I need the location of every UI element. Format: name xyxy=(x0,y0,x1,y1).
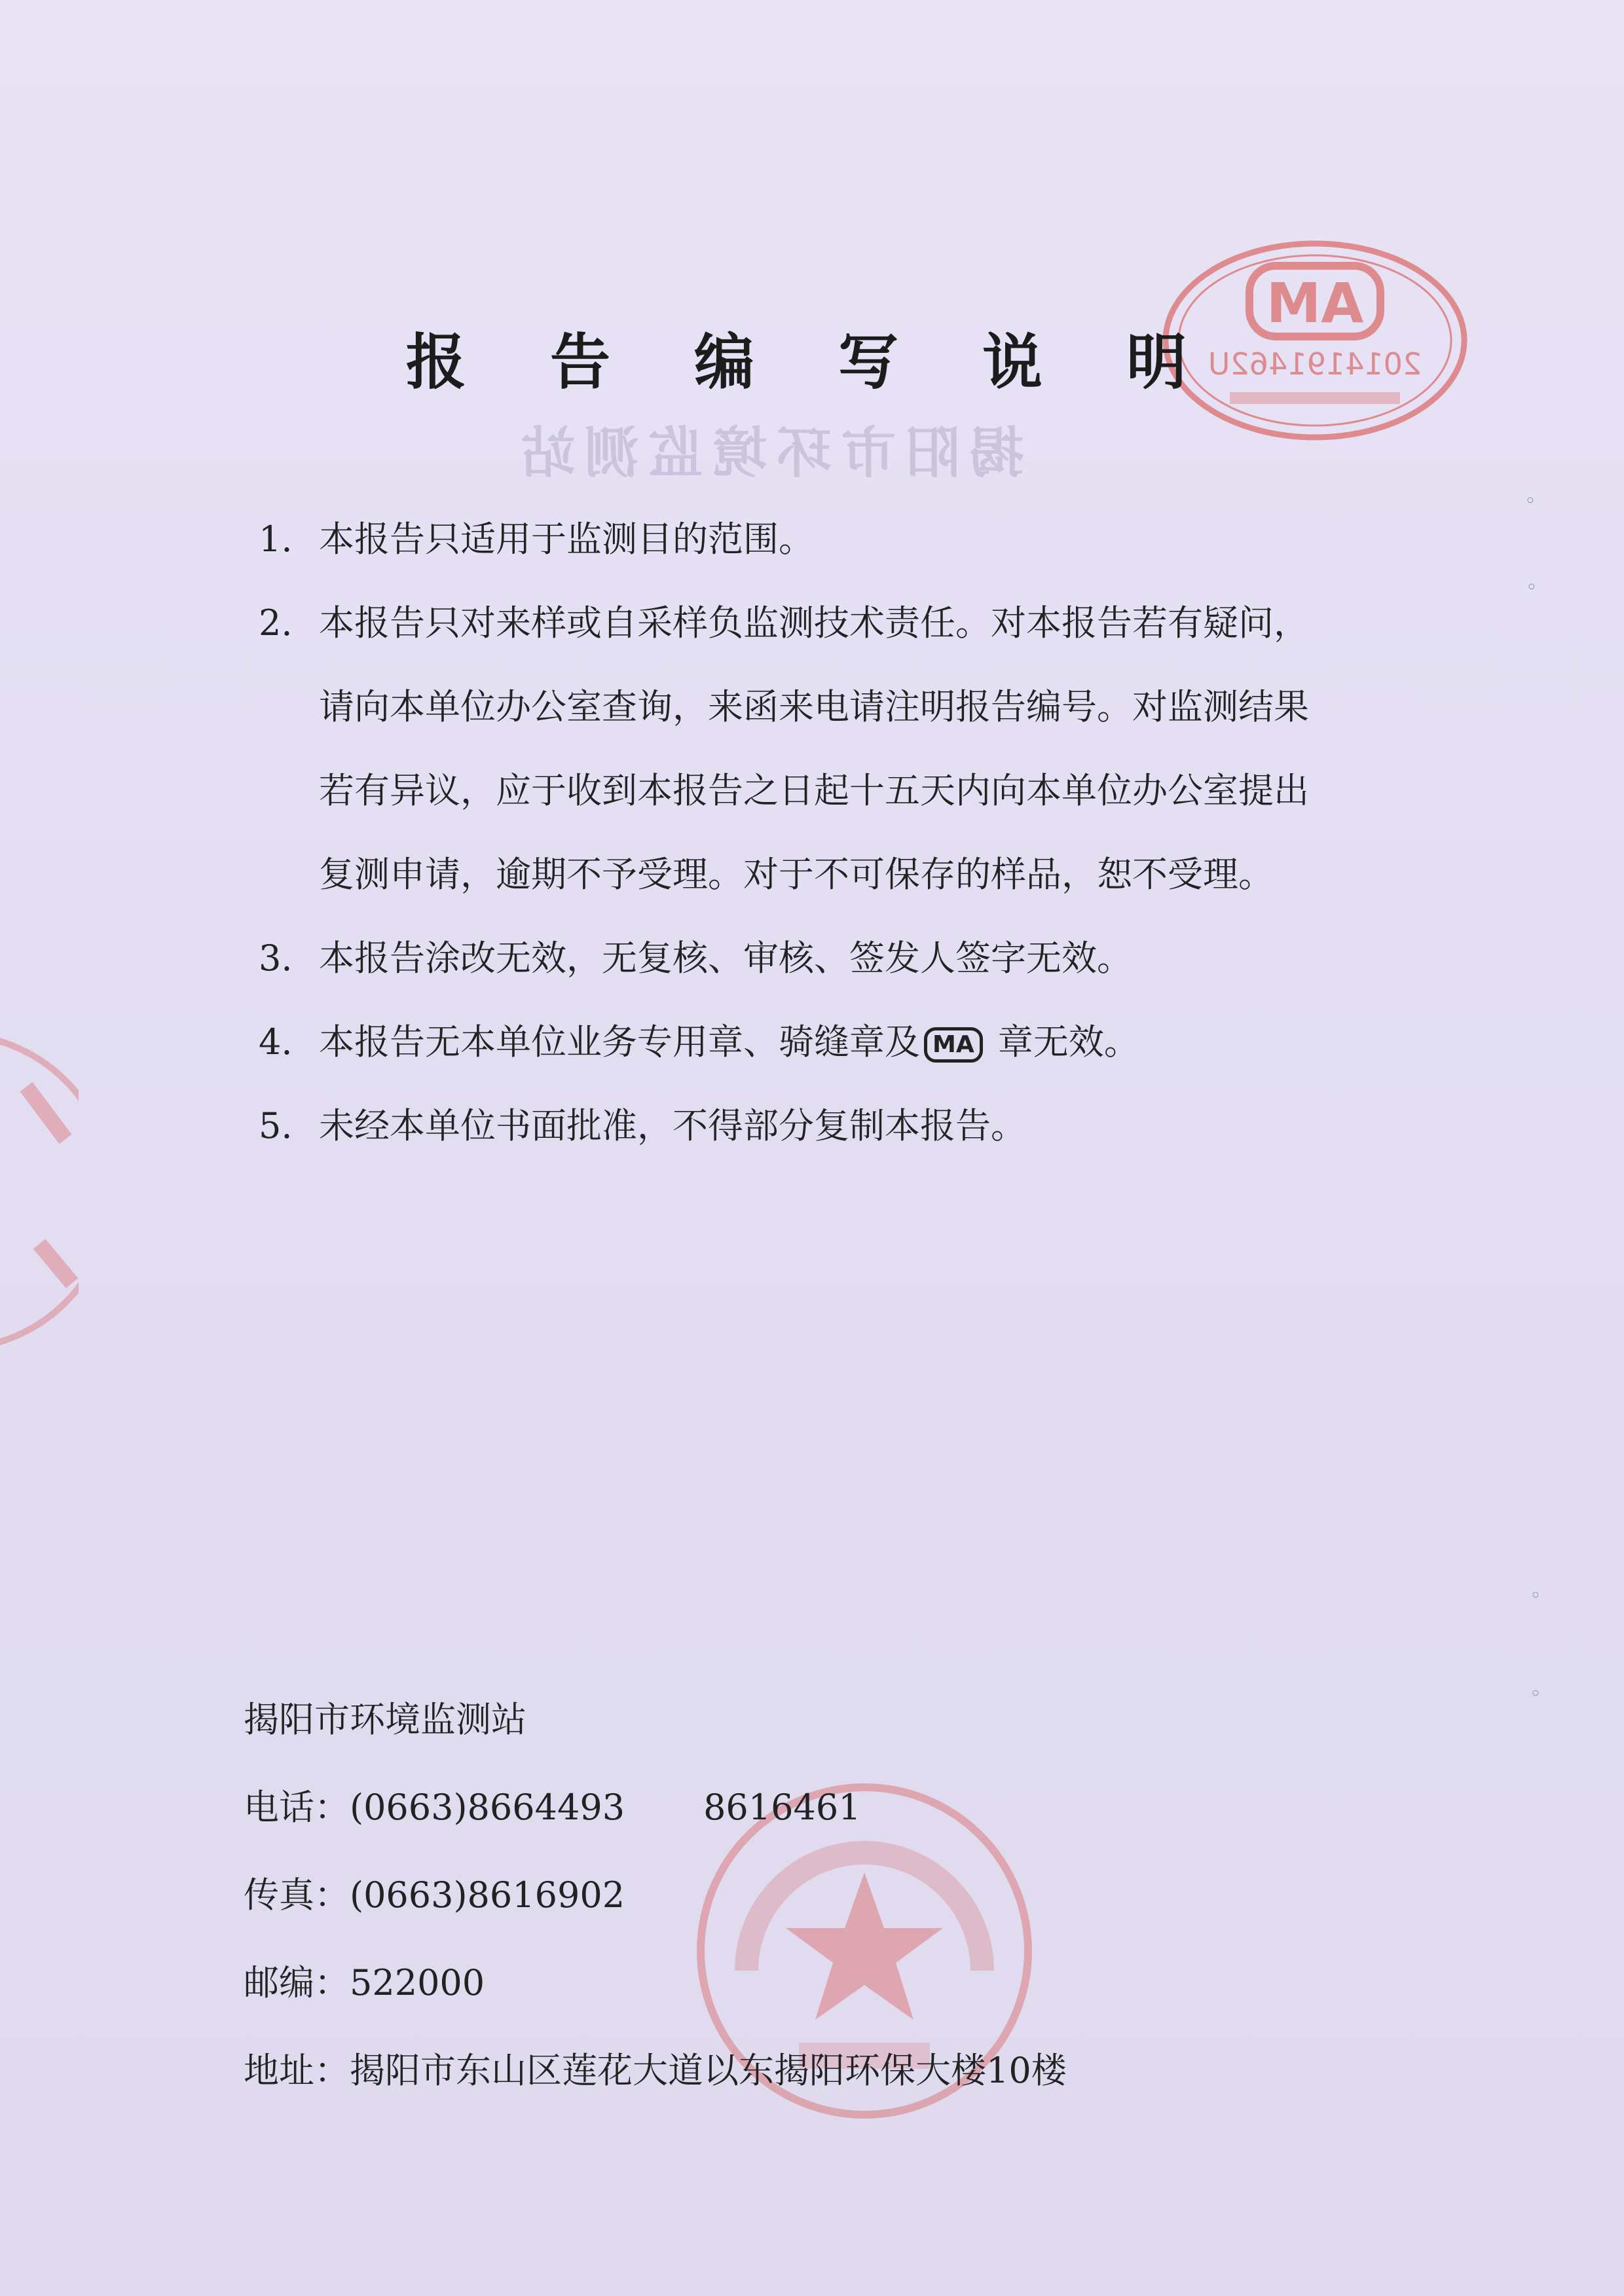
margin-mark: ◦ xyxy=(1530,1584,1541,1607)
phone-number-2: 8616461 xyxy=(703,1787,861,1828)
address-row xyxy=(244,2027,1067,2115)
list-item xyxy=(259,917,1411,1000)
item-text: 复测申请，逾期不予受理。对于不可保存的样品，恕不受理。 xyxy=(319,854,1274,895)
item-number: 1. xyxy=(259,519,293,560)
item-text-after: 章无效。 xyxy=(986,1021,1139,1063)
address-label: 地址： xyxy=(244,2050,350,2091)
list-item xyxy=(259,1084,1411,1168)
address-value: 揭阳市东山区莲花大道以东揭阳环保大楼10楼 xyxy=(350,2050,1067,2091)
item-number: 3. xyxy=(259,938,293,979)
item-text-before: 本报告无本单位业务专用章、骑缝章及 xyxy=(319,1021,920,1063)
page-title: 报 告 编 写 说 明 xyxy=(405,327,1219,397)
phone-label: 电话： xyxy=(244,1787,350,1828)
cma-stamp-number: 2014191462U xyxy=(1208,346,1422,382)
fax-row xyxy=(244,1851,1067,1939)
item-text: 若有异议，应于收到本报告之日起十五天内向本单位办公室提出 xyxy=(319,770,1309,811)
item-number: 4. xyxy=(259,1021,293,1063)
item-number: 5. xyxy=(259,1105,293,1146)
item-text xyxy=(319,1000,1411,1084)
instruction-list xyxy=(259,498,1411,1168)
phone-row xyxy=(244,1764,1067,1851)
postcode-value: 522000 xyxy=(350,1962,485,2003)
item-text: 未经本单位书面批准，不得部分复制本报告。 xyxy=(319,1105,1026,1146)
contact-block xyxy=(244,1676,1067,2115)
partial-seal-stamp xyxy=(0,1008,79,1375)
item-text: 本报告涂改无效，无复核、审核、签发人签字无效。 xyxy=(319,938,1132,979)
margin-mark: ◦ xyxy=(1526,576,1538,599)
item-number: 2. xyxy=(259,602,293,644)
margin-mark: ◦ xyxy=(1524,490,1536,513)
org-name: 揭阳市环境监测站 xyxy=(244,1699,526,1740)
fax-label: 传真： xyxy=(244,1874,350,1916)
item-text: 请向本单位办公室查询，来函来电请注明报告编号。对监测结果 xyxy=(319,686,1309,727)
item-text: 本报告只适用于监测目的范围。 xyxy=(319,519,814,560)
fax-number: (0663)8616902 xyxy=(350,1874,625,1916)
cma-badge-icon: MA xyxy=(924,1027,983,1063)
list-item xyxy=(259,581,1411,917)
item-text: 本报告只对来样或自采样负监测技术责任。对本报告若有疑问， xyxy=(319,602,1309,644)
phone-number-1: (0663)8664493 xyxy=(350,1787,625,1828)
margin-mark: ◦ xyxy=(1530,1683,1541,1705)
postcode-row xyxy=(244,1939,1067,2027)
list-item xyxy=(259,1000,1411,1084)
postcode-label: 邮编： xyxy=(244,1962,350,2003)
list-item xyxy=(259,498,1411,581)
bleed-through-text: 揭阳市环境监测站 xyxy=(511,420,1025,485)
cma-stamp-mark: MA xyxy=(1266,271,1364,335)
